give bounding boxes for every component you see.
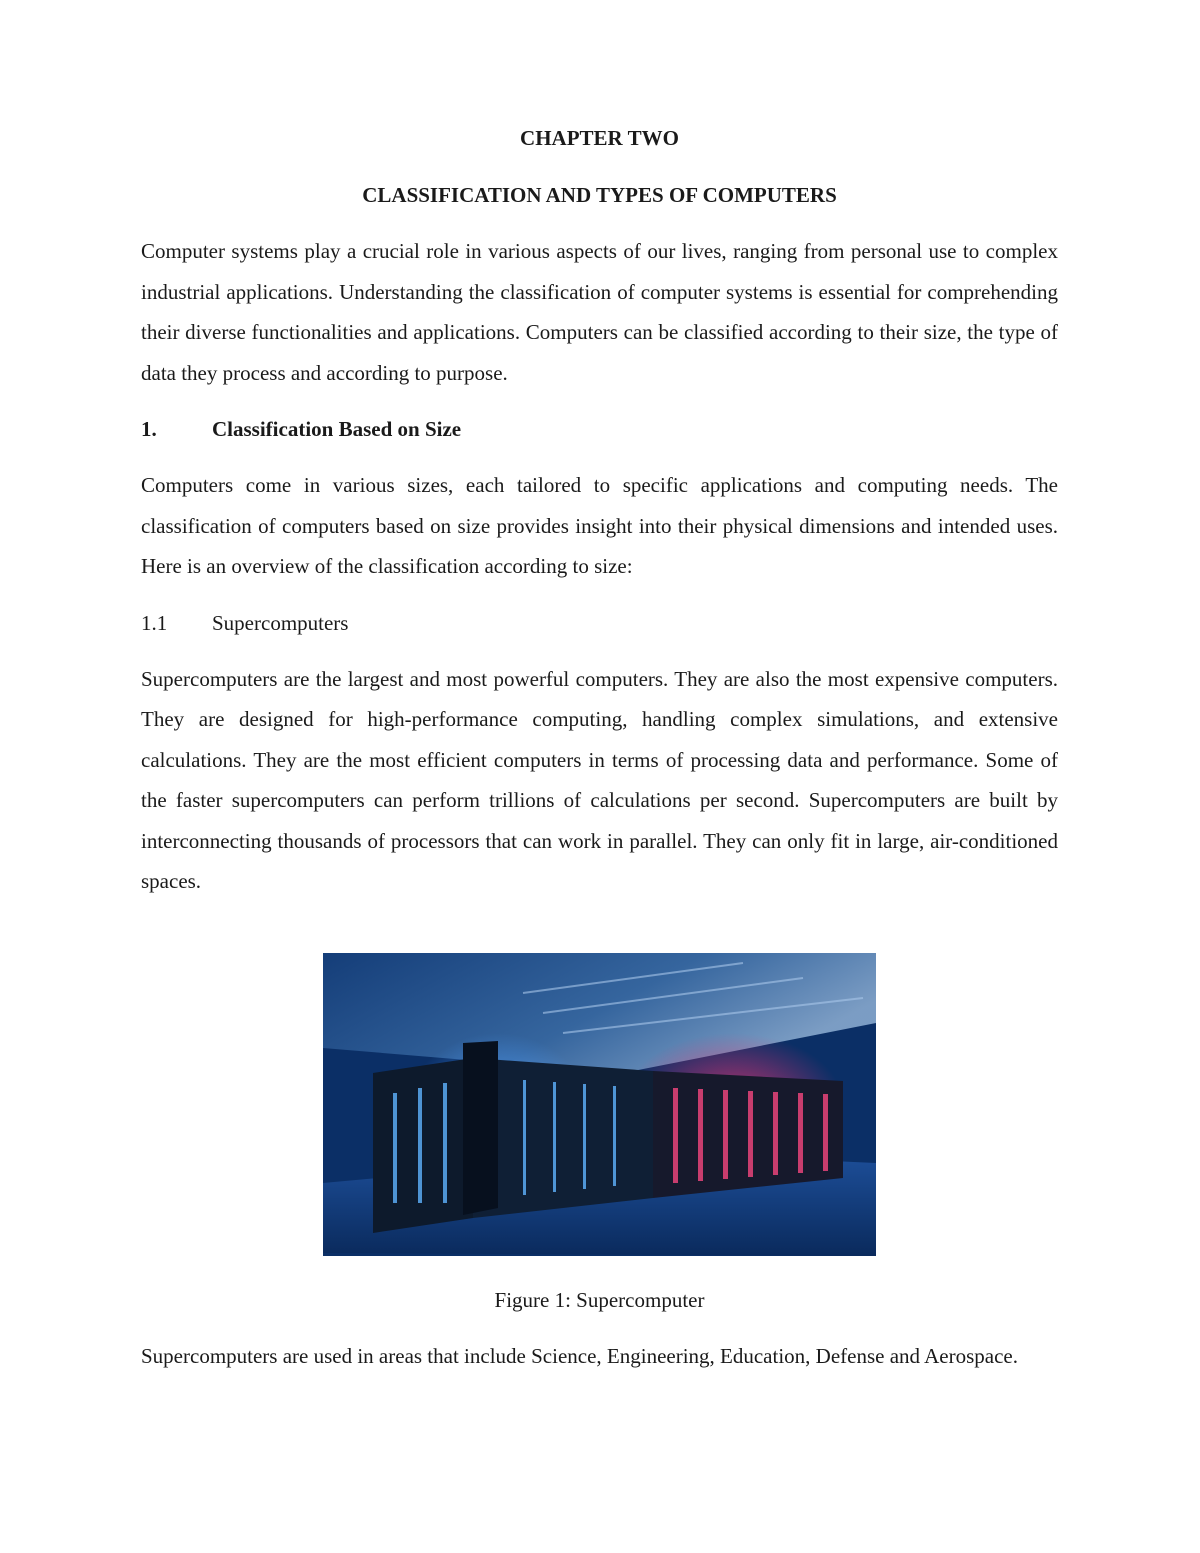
section-number: 1.	[141, 417, 157, 441]
supercomputers-paragraph: Supercomputers are the largest and most powerful computers. They are also the most expensive computers. They are designed for high-performance computing, handling complex simulations, and extensive calculations. They are the most efficient computers in terms of processing data and performance. Some of the faster supercomputers can perform trillions of calculations per second. Supercomputers are built by interconnecting thousands of processors that can work in parallel. They can only fit in large, air-conditioned spaces.	[141, 666, 1058, 893]
section-size-paragraph: Computers come in various sizes, each tailored to specific applications and computing needs. The classification of computers based on size provides insight into their physical dimensions and intended uses. Here is an overview of the classification according to size:	[141, 473, 1058, 578]
chapter-label: CHAPTER TWO	[520, 126, 679, 150]
subsection-number: 1.1	[141, 610, 168, 635]
chapter-title: CLASSIFICATION AND TYPES OF COMPUTERS	[362, 183, 837, 207]
intro-paragraph: Computer systems play a crucial role in various aspects of our lives, ranging from personal use to complex industrial applications. Understanding the classification of computer systems is essential for comprehending their diverse functionalities and applications. Computers can be classified according to their size, the type of data they process and according to purpose.	[141, 239, 1058, 385]
document-page	[141, 118, 1058, 1392]
figure-container	[141, 953, 1058, 1256]
supercomputer-image	[323, 953, 876, 1256]
section-heading-size	[141, 409, 1058, 449]
subsection-title: Supercomputers	[212, 610, 349, 635]
datacenter-illustration	[323, 953, 876, 1256]
figure-caption: Figure 1: Supercomputer	[494, 1287, 705, 1312]
section-title: Classification Based on Size	[212, 417, 462, 441]
closing-paragraph: Supercomputers are used in areas that include Science, Engineering, Education, Defense and Aerospace.	[141, 1343, 1018, 1368]
subsection-heading-supercomputers	[141, 603, 1058, 643]
